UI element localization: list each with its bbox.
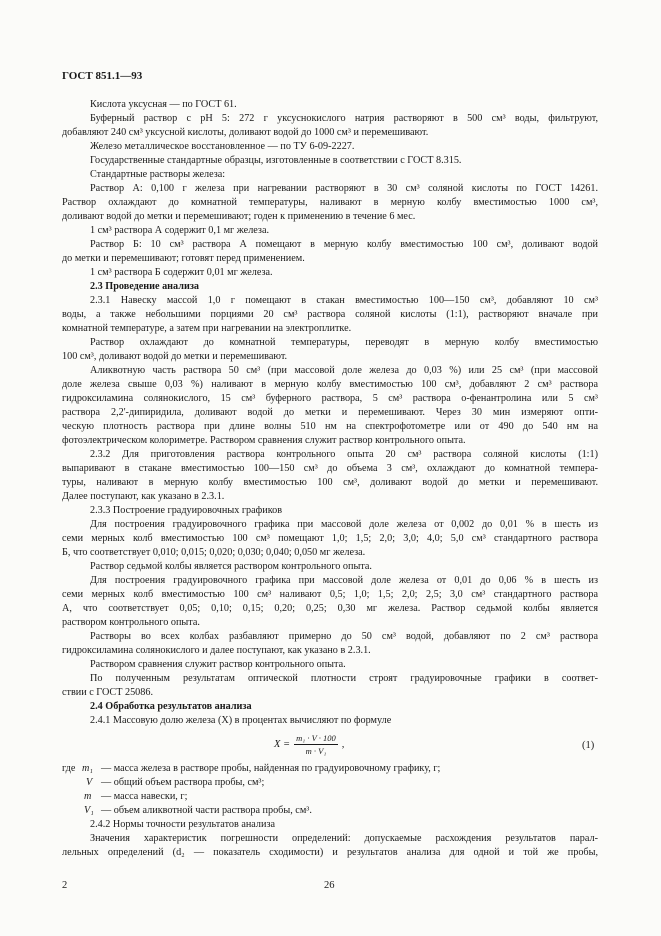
variable-symbol: m [84, 791, 92, 802]
text-line: Раствор охлаждают до комнатной температуры, наливают в мерную колбу вместимостью 1000 см³, [62, 197, 598, 208]
variable-symbol: V₁ [84, 805, 94, 816]
formula-denominator: m · V₁ [305, 746, 327, 756]
text-line: добавляют 240 см³ уксусной кислоты, доливают водой до 1000 см³ и перемешивают. [62, 127, 429, 138]
text-line: комнатной температуре, а затем при нагревании на электроплитке. [62, 323, 352, 334]
text-line: Значения характеристик погрешности определений: допускаемые расхождения результатов парал- [90, 833, 598, 844]
formula-numerator: m₁ · V · 100 [296, 733, 336, 743]
variable-symbol: V [86, 777, 93, 788]
equation-number: (1) [582, 740, 595, 751]
text-line: А, что соответствует 0,05; 0,10; 0,15; 0,20; 0,25; 0,30 мг железа. Раствор седьмой колбы является [62, 603, 598, 614]
page-number-center: 26 [324, 880, 335, 891]
text-line: Для построения градуировочного графика при массовой доле железа от 0,002 до 0,01 % в шесть из [90, 519, 598, 530]
text-line: раствором контрольного опыта. [62, 617, 200, 628]
text-line: 2.3.2 Для приготовления раствора контрольного опыта 20 см³ раствора соляной кислоты (1:1) [90, 449, 598, 460]
text-line: гидроксиламина солянокислого и далее поступают, как указано в 2.3.1. [62, 645, 371, 656]
text-line: По полученным результатам оптической плотности строят градуировочные графики в соответ- [90, 673, 598, 684]
text-line: Раствор А: 0,100 г железа при нагревании растворяют в 30 см³ соляной кислоты по ГОСТ 14261. [90, 183, 598, 194]
text-line: воды, а также небольшими порциями 20 см³ раствора соляной кислоты (1:1), растворяют вначале при [62, 309, 598, 320]
text-line: туры, наливают в мерную колбу вместимостью 100 см³, доливают водой до метки и перемешивают. [62, 477, 598, 488]
text-line: ческую плотность раствора при длине волны 510 нм на спектрофотометре или от 490 до 540 нм на [62, 421, 598, 432]
text-line: 100 см³, доливают водой до метки и перемешивают. [62, 351, 288, 362]
text-line: 1 см³ раствора А содержит 0,1 мг железа. [90, 225, 270, 236]
text-line: Аликвотную часть раствора 50 см³ (при массовой доле железа до 0,03 %) или 25 см³ (при массовой [90, 365, 598, 376]
variable-description: — масса железа в растворе пробы, найденная по градуировочному графику, г; [101, 763, 441, 774]
text-line: Государственные стандартные образцы, изготовленные в соответствии с ГОСТ 8.315. [90, 155, 462, 166]
variable-description: — масса навески, г; [101, 791, 188, 802]
section-heading: 2.4 Обработка результатов анализа [90, 701, 252, 712]
text-line: Железо металлическое восстановленное — по ТУ 6-09-2227. [90, 141, 355, 152]
text-line: Раствор Б: 10 см³ раствора А помещают в мерную колбу вместимостью 100 см³, доливают водой [90, 239, 598, 250]
text-line: Б, что соответствует 0,010; 0,015; 0,020; 0,030; 0,040; 0,050 мг железа. [62, 547, 366, 558]
text-line: Кислота уксусная — по ГОСТ 61. [90, 99, 237, 110]
text-line: Далее поступают, как указано в 2.3.1. [62, 491, 225, 502]
variable-description: — общий объем раствора пробы, см³; [101, 777, 265, 788]
text-line: раствора 2,2'-дипиридила, доливают водой до метки и перемешивают. Через 30 мин измеряют опти- [62, 407, 598, 418]
section-heading: 2.3 Проведение анализа [90, 281, 200, 292]
formula-lhs: X = [274, 739, 291, 750]
variable-symbol: m₁ [82, 763, 93, 774]
variable-prefix: где [62, 763, 76, 774]
text-line: Для построения градуировочного графика при массовой доле железа от 0,01 до 0,06 % в шесть из [90, 575, 598, 586]
text-line: лельных определений (d₂ — показатель сходимости) и результатов анализа для одной и той же пробы, [62, 847, 598, 858]
formula-tail: , [341, 739, 345, 750]
text-line: до метки и перемешивают; готовят перед применением. [62, 253, 305, 264]
text-line: 2.3.1 Навеску массой 1,0 г помещают в стакан вместимостью 100—150 см³, добавляют 10 см³ [90, 295, 598, 306]
text-line: доле железа свыше 0,03 %) наливают в мерную колбу вместимостью 100 см³, добавляют 2 см³ раствора [62, 379, 598, 390]
page-number-left: 2 [62, 880, 68, 891]
text-line: 2.4.1 Массовую долю железа (X) в процентах вычисляют по формуле [90, 715, 392, 726]
text-line: семи мерных колб вместимостью 100 см³ помещают 1,0; 1,5; 2,0; 3,0; 4,0; 5,0 см³ стандартного раствора [62, 533, 598, 544]
text-line: фотоэлектрическом колориметре. Раствором сравнения служит раствор контрольного опыта. [62, 435, 466, 446]
text-line: Раствором сравнения служит раствор контрольного опыта. [90, 659, 346, 670]
text-line: ствии с ГОСТ 25086. [62, 687, 154, 698]
text-line: Буферный раствор с pH 5: 272 г уксуснокислого натрия растворяют в 500 см³ воды, фильтруют, [90, 113, 598, 124]
text-line: 1 см³ раствора Б содержит 0,01 мг железа. [90, 267, 273, 278]
document-header: ГОСТ 851.1—93 [62, 70, 143, 82]
text-line: семи мерных колб вместимостью 100 см³ наливают 0,5; 1,0; 1,5; 2,0; 2,5; 3,0 см³ стандартного раствора [62, 589, 598, 600]
text-line: выпаривают в стакане вместимостью 100—150 см³ до объема 3 см³, охлаждают до комнатной темпера- [62, 463, 598, 474]
text-line: Стандартные растворы железа: [90, 169, 226, 180]
text-line: доливают водой до метки и перемешивают; годен к применению в течение 6 мес. [62, 211, 416, 222]
text-line: гидроксиламина солянокислого, 15 см³ буферного раствора, 5 см³ раствора о-фенантролина или 5 см³ [62, 393, 598, 404]
text-line: Раствор седьмой колбы является раствором контрольного опыта. [90, 561, 372, 572]
formula [274, 733, 344, 756]
variable-description: — объем аликвотной части раствора пробы, см³. [101, 805, 312, 816]
subsection-heading: 2.3.3 Построение градуировочных графиков [90, 505, 283, 516]
formula-fraction [294, 733, 338, 756]
text-line: Раствор охлаждают до комнатной температуры, переводят в мерную колбу вместимостью [90, 337, 598, 348]
text-line: 2.4.2 Нормы точности результатов анализа [90, 819, 275, 830]
text-line: Растворы во всех колбах разбавляют примерно до 50 см³ водой, добавляют по 2 см³ раствора [90, 631, 598, 642]
